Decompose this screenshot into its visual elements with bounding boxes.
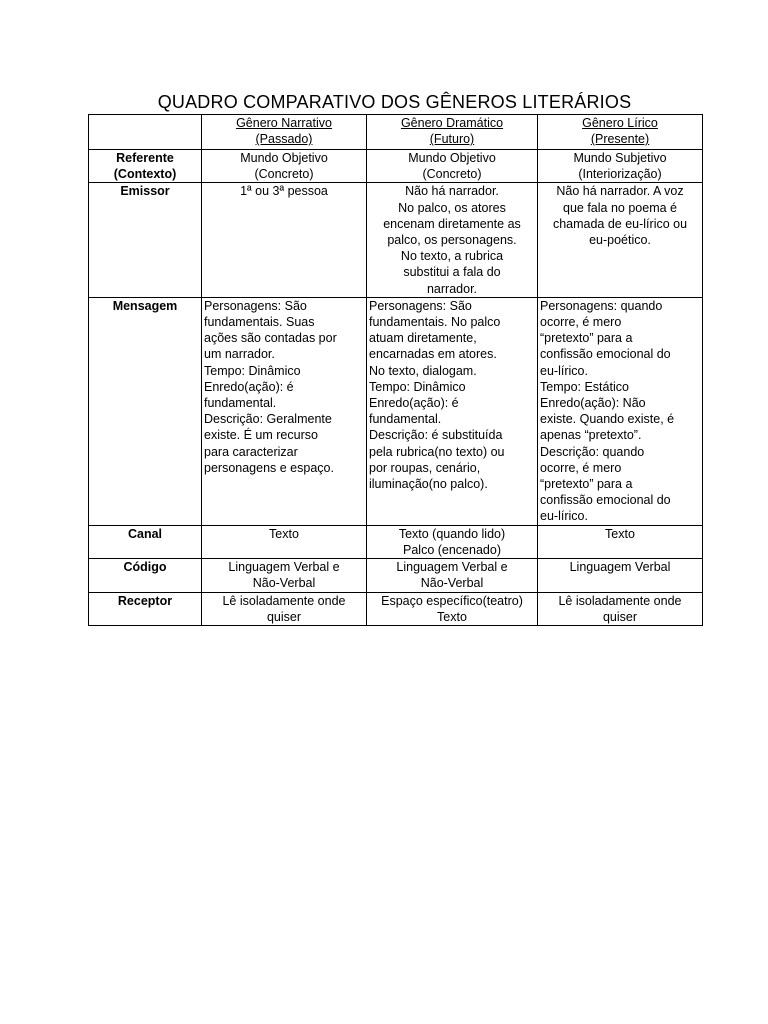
cell-codigo-lirico (538, 559, 703, 592)
cell-line: Não há narrador. A voz (556, 184, 684, 199)
cell-line: Descrição: quando (540, 444, 645, 459)
cell-line: Texto (269, 526, 299, 541)
comparison-table (88, 114, 703, 626)
cell-referente-lirico (538, 150, 703, 183)
row-header (89, 183, 202, 297)
cell-line: existe. É um recurso (204, 428, 318, 443)
cell-line: 1ª ou 3ª pessoa (240, 184, 328, 199)
cell-line: que fala no poema é (563, 200, 677, 215)
cell-line: fundamental. (204, 396, 277, 411)
table-row-canal (89, 525, 703, 558)
cell-line: eu-poético. (589, 233, 651, 248)
cell-line: Enredo(ação): Não (540, 396, 646, 411)
row-header-line: Receptor (117, 593, 173, 608)
cell-canal-dramatico (367, 525, 538, 558)
row-header-line: (Contexto) (113, 167, 177, 182)
cell-line: Palco (encenado) (403, 543, 501, 558)
cell-line: atuam diretamente, (369, 331, 477, 346)
row-header (89, 525, 202, 558)
table-row-codigo (89, 559, 703, 592)
cell-line: Personagens: São (369, 298, 472, 313)
cell-line: apenas “pretexto”. (540, 428, 642, 443)
cell-emissor-narrativo (202, 183, 367, 297)
cell-line: Tempo: Estático (540, 379, 629, 394)
column-header-label: Gênero Narrativo (236, 116, 332, 130)
row-header-line: Código (123, 560, 167, 575)
row-header (89, 559, 202, 592)
column-header-narrativo (202, 115, 367, 150)
cell-emissor-lirico (538, 183, 703, 297)
cell-line: No texto, dialogam. (369, 363, 477, 378)
column-header-label: Gênero Lírico (582, 116, 658, 130)
cell-mensagem-narrativo (202, 297, 367, 525)
cell-line: quiser (602, 609, 638, 624)
column-header-tense: (Passado) (255, 132, 313, 147)
table-row-referente (89, 150, 703, 183)
row-header (89, 150, 202, 183)
cell-referente-dramatico (367, 150, 538, 183)
cell-line: No texto, a rubrica (400, 249, 504, 264)
cell-line: confissão emocional do (540, 493, 671, 508)
cell-line: “pretexto” para a (540, 331, 633, 346)
cell-line: Mundo Objetivo (408, 151, 496, 165)
cell-line: chamada de eu-lírico ou (552, 216, 688, 231)
table-header-row (89, 115, 703, 150)
cell-line: personagens e espaço. (204, 460, 334, 475)
cell-line: quiser (266, 609, 302, 624)
cell-line: Texto (437, 609, 467, 624)
cell-line: confissão emocional do (540, 347, 671, 362)
cell-canal-lirico (538, 525, 703, 558)
cell-mensagem-lirico (538, 297, 703, 525)
cell-line: eu-lírico. (540, 363, 588, 378)
cell-line: palco, os personagens. (387, 233, 517, 248)
cell-line: Texto (605, 526, 635, 541)
table-row-emissor (89, 183, 703, 297)
table-row-receptor (89, 592, 703, 625)
cell-receptor-narrativo (202, 592, 367, 625)
row-header-line: Referente (116, 151, 174, 165)
cell-line: No palco, os atores (398, 200, 506, 215)
row-header-line: Canal (127, 526, 163, 541)
cell-line: (Concreto) (422, 167, 482, 182)
table-body (89, 115, 703, 626)
row-header (89, 592, 202, 625)
cell-line: ocorre, é mero (540, 315, 622, 330)
row-header (89, 297, 202, 525)
cell-line: Não-Verbal (420, 576, 484, 591)
cell-line: fundamental. (369, 412, 442, 427)
cell-line: (Interiorização) (578, 167, 662, 182)
cell-line: Não-Verbal (252, 576, 316, 591)
cell-line: por roupas, cenário, (369, 460, 481, 475)
cell-line: Personagens: São (204, 298, 307, 313)
cell-line: Tempo: Dinâmico (369, 379, 466, 394)
cell-line: Descrição: Geralmente (204, 412, 332, 427)
column-header-label: Gênero Dramático (400, 116, 504, 130)
cell-mensagem-dramatico (367, 297, 538, 525)
cell-line: ocorre, é mero (540, 460, 622, 475)
cell-line: Linguagem Verbal e (228, 560, 340, 575)
cell-line: substitui a fala do (403, 265, 501, 280)
cell-line: iluminação(no palco). (369, 477, 488, 492)
cell-canal-narrativo (202, 525, 367, 558)
row-header-line: Emissor (120, 184, 170, 199)
cell-emissor-dramatico (367, 183, 538, 297)
cell-line: Mundo Subjetivo (573, 151, 667, 165)
cell-line: narrador. (426, 281, 478, 296)
cell-line: Mundo Objetivo (240, 151, 328, 165)
cell-line: ações são contadas por (204, 331, 337, 346)
cell-codigo-narrativo (202, 559, 367, 592)
corner-cell (89, 115, 202, 150)
cell-receptor-lirico (538, 592, 703, 625)
page-title: QUADRO COMPARATIVO DOS GÊNEROS LITERÁRIOS (157, 92, 632, 112)
cell-line: Linguagem Verbal e (396, 560, 508, 575)
cell-line: Personagens: quando (540, 298, 663, 313)
cell-line: eu-lírico. (540, 509, 588, 524)
cell-line: Texto (quando lido) (398, 526, 506, 541)
table-row-mensagem (89, 297, 703, 525)
cell-line: pela rubrica(no texto) ou (369, 444, 505, 459)
column-header-dramatico (367, 115, 538, 150)
cell-line: encarnadas em atores. (369, 347, 497, 362)
cell-line: “pretexto” para a (540, 477, 633, 492)
cell-line: Enredo(ação): é (369, 396, 459, 411)
cell-codigo-dramatico (367, 559, 538, 592)
cell-line: Enredo(ação): é (204, 379, 294, 394)
cell-line: encenam diretamente as (383, 216, 521, 231)
cell-line: Linguagem Verbal (569, 560, 671, 575)
cell-line: existe. Quando existe, é (540, 412, 675, 427)
cell-line: Descrição: é substituída (369, 428, 503, 443)
cell-line: (Concreto) (254, 167, 314, 182)
cell-line: Espaço específico(teatro) (381, 593, 523, 608)
cell-line: para caracterizar (204, 444, 298, 459)
cell-receptor-dramatico (367, 592, 538, 625)
cell-line: Lê isoladamente onde (558, 593, 682, 608)
column-header-tense: (Presente) (590, 132, 650, 147)
cell-line: fundamentais. Suas (204, 315, 315, 330)
cell-referente-narrativo (202, 150, 367, 183)
cell-line: Não há narrador. (405, 184, 499, 199)
cell-line: Lê isoladamente onde (222, 593, 346, 608)
cell-line: fundamentais. No palco (369, 315, 501, 330)
cell-line: Tempo: Dinâmico (204, 363, 301, 378)
column-header-tense: (Futuro) (429, 132, 475, 147)
column-header-lirico (538, 115, 703, 150)
cell-line: um narrador. (204, 347, 275, 362)
row-header-line: Mensagem (112, 298, 178, 313)
